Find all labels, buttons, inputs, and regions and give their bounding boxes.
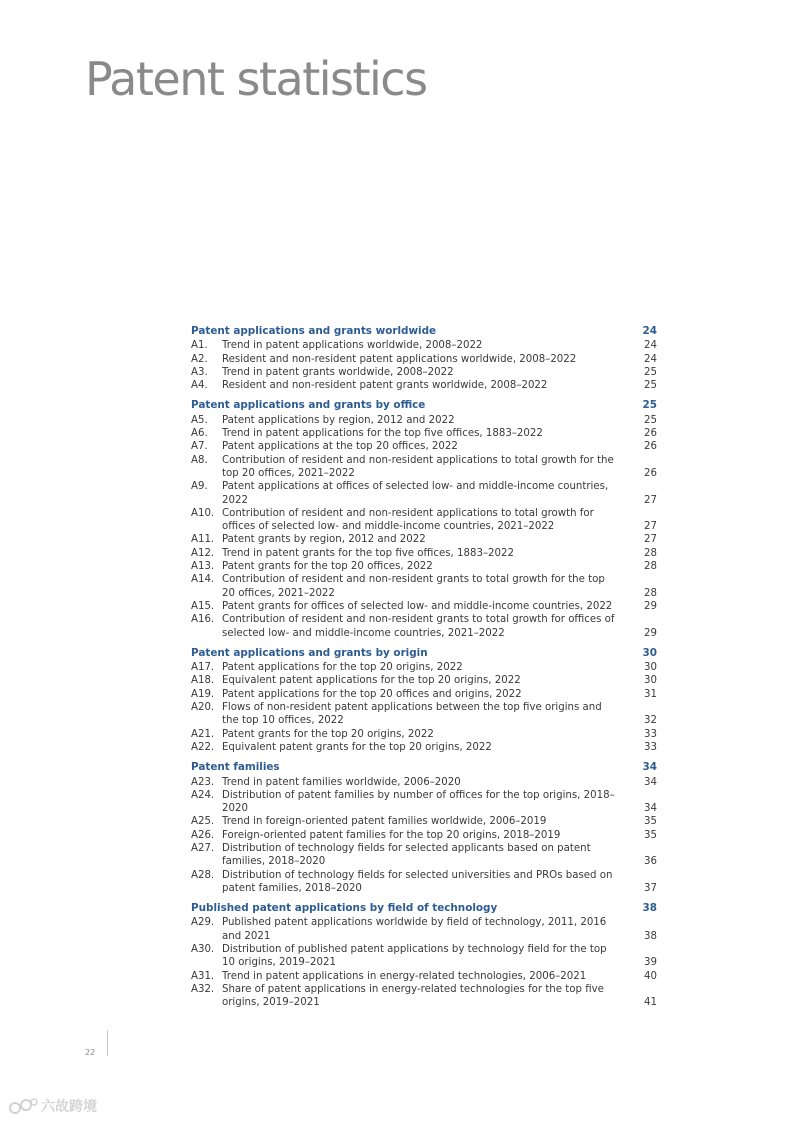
toc-entry[interactable] [191,815,657,828]
toc-entry-number: A22. [191,741,215,753]
toc-entry-page: 26 [644,428,657,440]
toc-entry-page: 25 [644,380,657,392]
toc-entry[interactable] [191,339,657,352]
watermark-logo-icon [8,1098,38,1114]
toc-entry-number: A25. [191,816,215,828]
toc-entry-title: Equivalent patent grants for the top 20 origins, 2022 [222,741,492,753]
toc-entry-title: Trend in patent grants for the top five offices, 1883–2022 [222,547,514,559]
toc-section-header[interactable] [191,399,657,412]
toc-entry[interactable] [191,379,657,392]
toc-entry[interactable] [191,829,657,842]
toc-entry-title: Trend in patent applications worldwide, 2008–2022 [222,340,483,352]
toc-entry[interactable] [191,440,657,453]
toc-entry-title: Patent applications at the top 20 offices, 2022 [222,441,458,453]
toc-entry-title: Equivalent patent applications for the top 20 origins, 2022 [222,675,521,687]
toc-entry-number: A11. [191,534,215,546]
toc-entry-number: A3. [191,366,208,378]
toc-entry-title: Contribution of resident and non-resident grants to total growth for the top 20 offices, 2021–2022 [222,574,605,599]
toc-entry-page: 29 [644,600,657,612]
toc-entry[interactable] [191,674,657,687]
toc-entry-title: Patent grants for offices of selected low- and middle-income countries, 2022 [222,600,613,612]
page-title: Patent statistics [85,52,427,106]
toc-section [191,325,657,392]
toc-entry-title: Trend in patent families worldwide, 2006–2020 [222,776,461,788]
toc-entry-number: A5. [191,414,208,426]
toc-entry[interactable] [191,688,657,701]
toc-entry-number: A14. [191,574,215,586]
toc-section-title: Patent applications and grants worldwide [191,325,437,337]
toc-entry-title: Trend in patent grants worldwide, 2008–2022 [222,366,454,378]
watermark-text: 六故跨境 [41,1099,97,1115]
toc-entry-number: A24. [191,789,215,801]
toc-entry-page: 29 [644,627,657,639]
toc-entry-page: 27 [644,494,657,506]
toc-entry-title: Foreign-oriented patent families for the top 20 origins, 2018–2019 [222,829,561,841]
toc-entry-title: Resident and non-resident patent applications worldwide, 2008–2022 [222,353,577,365]
toc-entry-number: A26. [191,829,215,841]
toc-entry-title: Trend in patent applications for the top five offices, 1883–2022 [222,428,543,440]
toc-entry-page: 33 [644,728,657,740]
toc-section-page: 24 [642,325,657,337]
toc-entry-number: A8. [191,454,208,466]
toc-entry-page: 34 [644,803,657,815]
toc-entry[interactable] [191,943,657,970]
toc-entry-title: Patent applications for the top 20 offices and origins, 2022 [222,688,522,700]
table-of-contents [191,325,657,1017]
toc-entry-title: Patent grants by region, 2012 and 2022 [222,534,426,546]
toc-section [191,761,657,895]
toc-entry[interactable] [191,600,657,613]
toc-entry-page: 24 [644,340,657,352]
toc-section-page: 30 [642,646,657,659]
toc-entry[interactable] [191,970,657,983]
toc-entry[interactable] [191,789,657,816]
toc-entry-page: 37 [644,882,657,894]
toc-entry-number: A27. [191,842,215,854]
toc-section-title: Published patent applications by field of technology [191,902,498,915]
toc-entry[interactable] [191,916,657,943]
toc-entry-page: 24 [644,353,657,365]
toc-section-page: 34 [642,761,657,774]
footer-divider [107,1030,108,1056]
toc-entry[interactable] [191,454,657,481]
toc-entry[interactable] [191,573,657,600]
toc-entry-number: A15. [191,600,215,612]
toc-entry-title: Distribution of patent families by number of offices for the top origins, 2018–2020 [222,789,615,815]
toc-entry-page: 30 [644,675,657,687]
toc-entry-number: A29. [191,917,215,929]
toc-entry-title: Patent grants for the top 20 offices, 2022 [222,561,433,573]
toc-entry[interactable] [191,661,657,674]
toc-entry-number: A13. [191,561,215,573]
toc-entry-page: 35 [644,816,657,828]
toc-entry-page: 31 [644,688,657,700]
toc-section-title: Patent applications and grants by origin [191,646,428,659]
toc-entry-title: Flows of non-resident patent applications between the top five origins and the top 10 offices, 2022 [222,702,602,727]
toc-entry-page: 39 [644,957,657,969]
toc-entry[interactable] [191,560,657,573]
toc-entry-number: A28. [191,869,215,881]
toc-entry-number: A32. [191,983,215,995]
toc-entry-page: 26 [644,467,657,479]
toc-entry-page: 33 [644,741,657,753]
toc-section-title: Patent applications and grants by office [191,399,426,412]
toc-section [191,902,657,1009]
toc-entry-page: 27 [644,534,657,546]
toc-entry-page: 38 [644,930,657,942]
toc-entry-page: 35 [644,829,657,841]
toc-entry-number: A12. [191,547,215,559]
toc-entry[interactable] [191,547,657,560]
toc-entry-number: A10. [191,507,215,519]
toc-entry-page: 40 [644,970,657,982]
toc-entry-page: 27 [644,521,657,533]
toc-entry-number: A20. [191,702,215,714]
toc-entry-number: A31. [191,970,215,982]
toc-entry-number: A16. [191,614,215,626]
toc-entry-title: Distribution of published patent applications by technology field for the top 10 origins, 2019–2021 [222,944,607,969]
toc-entry-page: 28 [644,547,657,559]
toc-section-header[interactable] [191,325,657,338]
toc-entry-page: 28 [644,587,657,599]
toc-section [191,399,657,639]
toc-entry[interactable] [191,480,657,507]
toc-entry[interactable] [191,353,657,366]
toc-entry[interactable] [191,366,657,379]
toc-section-page: 25 [642,399,657,412]
toc-entry[interactable] [191,701,657,728]
toc-entry-title: Contribution of resident and non-resident grants to total growth for offices of selected low- and middle-income countries, 2021–2022 [222,614,615,639]
toc-entry-number: A9. [191,481,208,493]
toc-entry[interactable] [191,741,657,754]
toc-section-header[interactable] [191,647,657,660]
toc-entry-page: 26 [644,441,657,453]
toc-entry-number: A1. [191,340,208,352]
toc-entry[interactable] [191,613,657,640]
toc-section-header[interactable] [191,761,657,774]
toc-entry-number: A30. [191,944,215,956]
toc-entry-title: Trend in foreign-oriented patent families worldwide, 2006–2019 [222,816,547,828]
toc-entry-title: Contribution of resident and non-resident applications to total growth for offices of selected low- and middle-income countries, 2021–2022 [222,507,594,533]
toc-entry-title: Share of patent applications in energy-related technologies for the top five origins, 2019–2021 [222,983,604,1009]
toc-entry-number: A19. [191,688,215,700]
toc-entry-page: 28 [644,561,657,573]
toc-entry-number: A4. [191,380,208,392]
toc-entry-page: 30 [644,662,657,674]
toc-entry-title: Patent applications for the top 20 origins, 2022 [222,662,463,674]
toc-entry-title: Patent applications by region, 2012 and 2022 [222,414,455,426]
toc-entry-page: 41 [644,997,657,1009]
toc-entry[interactable] [191,869,657,896]
toc-entry[interactable] [191,983,657,1010]
toc-entry-number: A2. [191,353,208,365]
toc-entry[interactable] [191,533,657,546]
toc-entry-number: A17. [191,662,215,674]
toc-section-page: 38 [642,902,657,915]
toc-entry-page: 34 [644,776,657,788]
toc-entry[interactable] [191,776,657,789]
toc-entry-page: 25 [644,414,657,426]
toc-entry-title: Distribution of technology fields for selected applicants based on patent families, 2018–2020 [222,842,591,868]
toc-entry-number: A6. [191,428,208,440]
watermark [8,1096,97,1116]
toc-entry[interactable] [191,842,657,869]
toc-entry-page: 32 [644,715,657,727]
toc-entry[interactable] [191,728,657,741]
toc-entry-number: A21. [191,728,215,740]
toc-section [191,647,657,754]
toc-entry-title: Patent applications at offices of selected low- and middle-income countries, 2022 [222,481,609,506]
toc-entry-title: Published patent applications worldwide by field of technology, 2011, 2016 and 2021 [222,917,607,942]
toc-entry-page: 36 [644,856,657,868]
toc-entry-page: 25 [644,366,657,378]
toc-entry-number: A23. [191,776,215,788]
toc-entry[interactable] [191,507,657,534]
toc-entry-title: Trend in patent applications in energy-related technologies, 2006–2021 [222,970,587,982]
toc-section-header[interactable] [191,902,657,915]
page-number: 22 [85,1048,96,1057]
toc-entry-title: Resident and non-resident patent grants worldwide, 2008–2022 [222,380,548,392]
toc-entry-number: A18. [191,675,215,687]
toc-section-title: Patent families [191,761,280,774]
toc-entry-number: A7. [191,441,208,453]
toc-entry[interactable] [191,427,657,440]
toc-entry-title: Contribution of resident and non-resident applications to total growth for the top 20 offices, 2021–2022 [222,454,614,479]
toc-entry-title: Patent grants for the top 20 origins, 2022 [222,728,434,740]
toc-entry[interactable] [191,414,657,427]
toc-entry-title: Distribution of technology fields for selected universities and PROs based on patent families, 2018–2020 [222,869,613,894]
